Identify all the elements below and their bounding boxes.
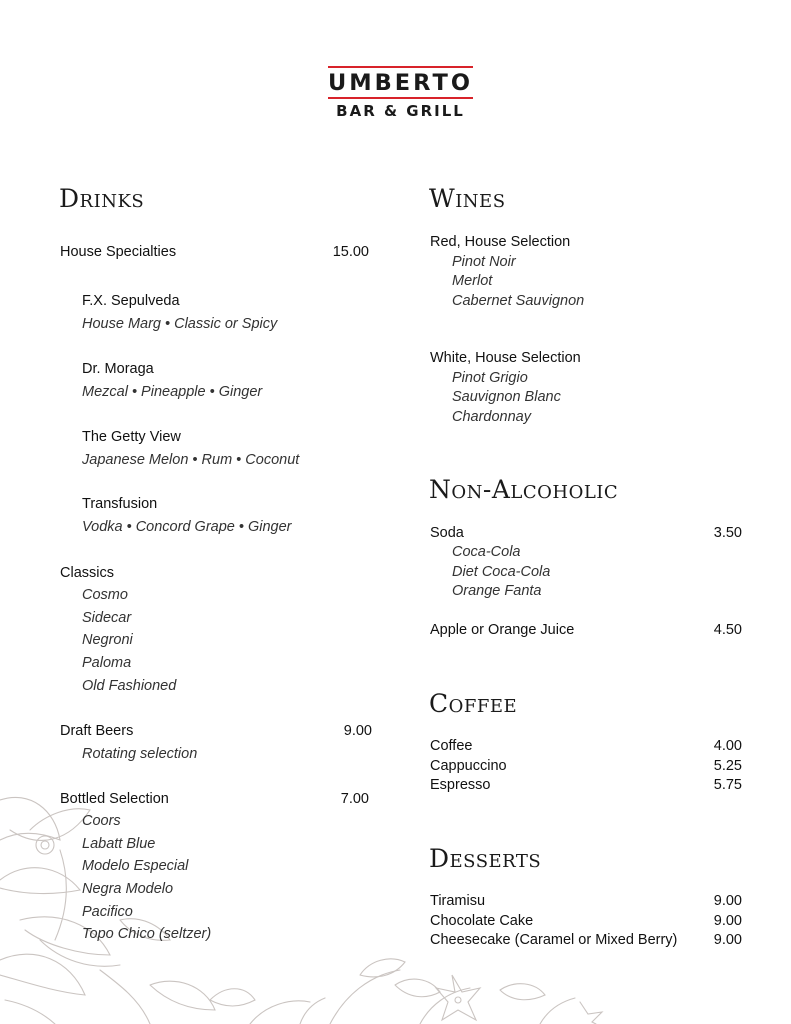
soda-item: Diet Coca-Cola [452,564,551,580]
coffee-item-name: Coffee [430,738,473,754]
classics-label: Classics [60,565,114,581]
coffee-item-name: Cappuccino [430,758,507,774]
specialty-name: The Getty View [82,429,181,445]
bottled-item: Negra Modelo [82,881,174,897]
specialty-description: Vodka • Concord Grape • Ginger [82,519,292,535]
bottled-item: Modelo Especial [82,858,189,874]
desserts-heading: Desserts [429,844,542,873]
bottled-item: Pacifico [82,904,133,920]
classic-item: Paloma [82,655,132,671]
bottled-item: Labatt Blue [82,836,156,852]
coffee-item-price: 4.00 [713,738,742,754]
specialty-name: F.X. Sepulveda [82,293,180,309]
coffee-item-price: 5.25 [713,758,742,774]
soda-label: Soda [430,525,464,541]
dessert-item-name: Cheesecake (Caramel or Mixed Berry) [430,932,678,948]
dessert-item-price: 9.00 [713,932,742,948]
white-wine-item: Chardonnay [452,409,531,425]
house-specialties-label: House Specialties [60,244,177,260]
juice-label: Apple or Orange Juice [430,622,575,638]
draft-beers-label: Draft Beers [60,723,134,739]
brand-subtitle: BAR & GRILL [336,102,465,120]
bottled-item: Coors [82,813,121,829]
drinks-heading: Drinks [59,184,145,213]
classic-item: Cosmo [82,587,128,603]
white-wine-item: Pinot Grigio [452,370,528,386]
bottled-selection-label: Bottled Selection [60,791,169,807]
soda-price: 3.50 [713,525,742,541]
red-wine-item: Pinot Noir [452,254,516,270]
draft-beer-item: Rotating selection [82,746,198,762]
bottled-item: Topo Chico (seltzer) [82,926,212,942]
dessert-item-name: Chocolate Cake [430,913,534,929]
soda-item: Orange Fanta [452,583,542,599]
non-alcoholic-heading: Non-Alcoholic [429,475,619,504]
classic-item: Sidecar [82,610,132,626]
white-wine-item: Sauvignon Blanc [452,389,561,405]
soda-item: Coca-Cola [452,544,521,560]
white-wine-label: White, House Selection [430,350,581,366]
red-wine-item: Cabernet Sauvignon [452,293,585,309]
dessert-item-name: Tiramisu [430,893,486,909]
specialty-description: House Marg • Classic or Spicy [82,316,278,332]
logo-middle-rule [328,97,473,99]
specialty-description: Mezcal • Pineapple • Ginger [82,384,263,400]
brand-name: UMBERTO [328,70,473,96]
coffee-item-name: Espresso [430,777,491,793]
wines-heading: Wines [429,184,506,213]
coffee-item-price: 5.75 [713,777,742,793]
juice-price: 4.50 [713,622,742,638]
dessert-item-price: 9.00 [713,893,742,909]
dessert-item-price: 9.00 [713,913,742,929]
red-wine-label: Red, House Selection [430,234,571,250]
classic-item: Negroni [82,632,133,648]
draft-beers-price: 9.00 [343,723,372,739]
red-wine-item: Merlot [452,273,493,289]
brand-logo [328,66,473,120]
house-specialties-price: 15.00 [332,244,369,260]
classic-item: Old Fashioned [82,678,177,694]
coffee-heading: Coffee [429,689,518,718]
bottled-selection-price: 7.00 [340,791,369,807]
specialty-name: Transfusion [82,496,158,512]
specialty-name: Dr. Moraga [82,361,154,377]
specialty-description: Japanese Melon • Rum • Coconut [82,452,300,468]
logo-top-rule [328,66,473,68]
